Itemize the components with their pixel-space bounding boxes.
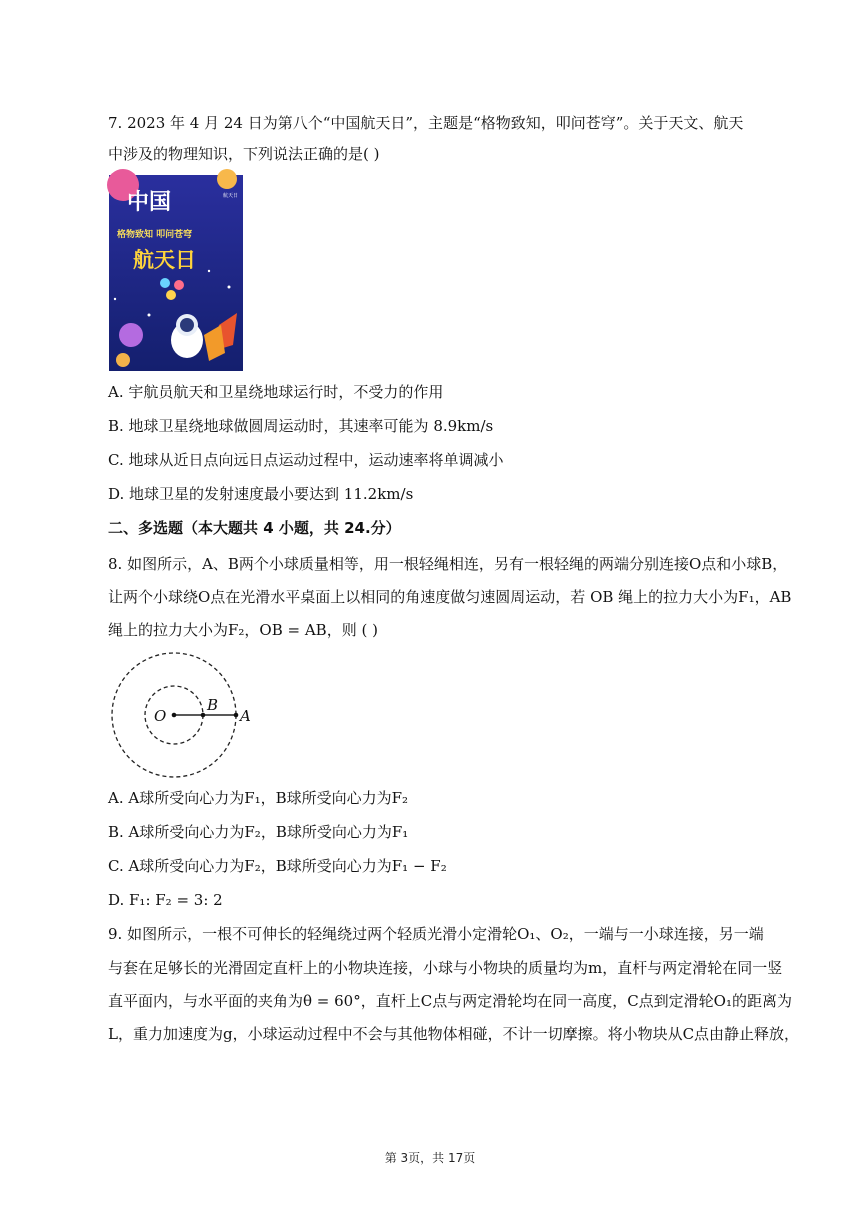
- q7-option-c: C. 地球从近日点向远日点运动过程中，运动速率将单调减小: [108, 451, 504, 469]
- q8-text-line-3: 绳上的拉力大小为F₂，OB = AB，则 ( ): [108, 621, 378, 639]
- q8-option-a: A. A球所受向心力为F₁，B球所受向心力为F₂: [108, 789, 409, 807]
- q7-text-line-2: 中涉及的物理知识，下列说法正确的是( ): [108, 145, 380, 163]
- q8-option-c: C. A球所受向心力为F₂，B球所受向心力为F₁ − F₂: [108, 857, 447, 875]
- q8-text-line-2: 让两个小球绕O点在光滑水平桌面上以相同的角速度做匀速圆周运动，若 OB 绳上的拉力大小为F₁，AB: [108, 588, 792, 606]
- point-o: [172, 713, 177, 718]
- q8-option-d: D. F₁: F₂ = 3: 2: [108, 891, 223, 909]
- q7-option-b: B. 地球卫星绕地球做圆周运动时，其速率可能为 8.9km/s: [108, 417, 494, 435]
- q9-text-line-3: 直平面内，与水平面的夹角为θ = 60°，直杆上C点与两定滑轮均在同一高度，C点到定滑轮O₁的距离为: [108, 992, 792, 1010]
- q8-text-line-1: 8. 如图所示，A、B两个小球质量相等，用一根轻绳相连，另有一根轻绳的两端分别连接O点和小球B，: [108, 555, 788, 573]
- label-b: B: [207, 696, 219, 714]
- label-a: A: [240, 707, 251, 725]
- page-footer: 第 3页，共 17页: [384, 1151, 476, 1165]
- q7-option-d: D. 地球卫星的发射速度最小要达到 11.2km/s: [108, 485, 414, 503]
- q9-text-line-2: 与套在足够长的光滑固定直杆上的小物块连接，小球与小物块的质量均为m，直杆与两定滑轮在同一竖: [108, 959, 783, 977]
- q7-option-a: A. 宇航员航天和卫星绕地球运行时，不受力的作用: [108, 383, 444, 401]
- q7-text-line-1: 7. 2023 年 4 月 24 日为第八个“中国航天日”，主题是“格物致知，叩问苍穹”。关于天文、航天: [108, 114, 744, 132]
- poster-title-line-1: 中国: [127, 190, 172, 215]
- ball-b: [201, 713, 206, 718]
- poster-slogan: 格物致知 叩问苍穹: [117, 230, 193, 240]
- q9-text-line-1: 9. 如图所示，一根不可伸长的轻绳绕过两个轻质光滑小定滑轮O₁、O₂，一端与一小球连接，另一端: [108, 925, 764, 943]
- poster-side-label: 航天日: [223, 193, 239, 199]
- poster-title-line-2: 航天日: [133, 248, 196, 272]
- q8-circular-motion-diagram: [108, 653, 251, 777]
- q9-text-line-4: L，重力加速度为g，小球运动过程中不会与其他物体相碰，不计一切摩擦。将小物块从C点由静止释放，: [108, 1025, 800, 1043]
- ball-a: [234, 713, 239, 718]
- q8-option-b: B. A球所受向心力为F₂，B球所受向心力为F₁: [108, 823, 409, 841]
- label-o: O: [154, 707, 167, 725]
- space-day-poster-image: [109, 175, 243, 371]
- section-heading-multiple-choice: 二、多选题（本大题共 4 小题，共 24.分）: [108, 519, 401, 537]
